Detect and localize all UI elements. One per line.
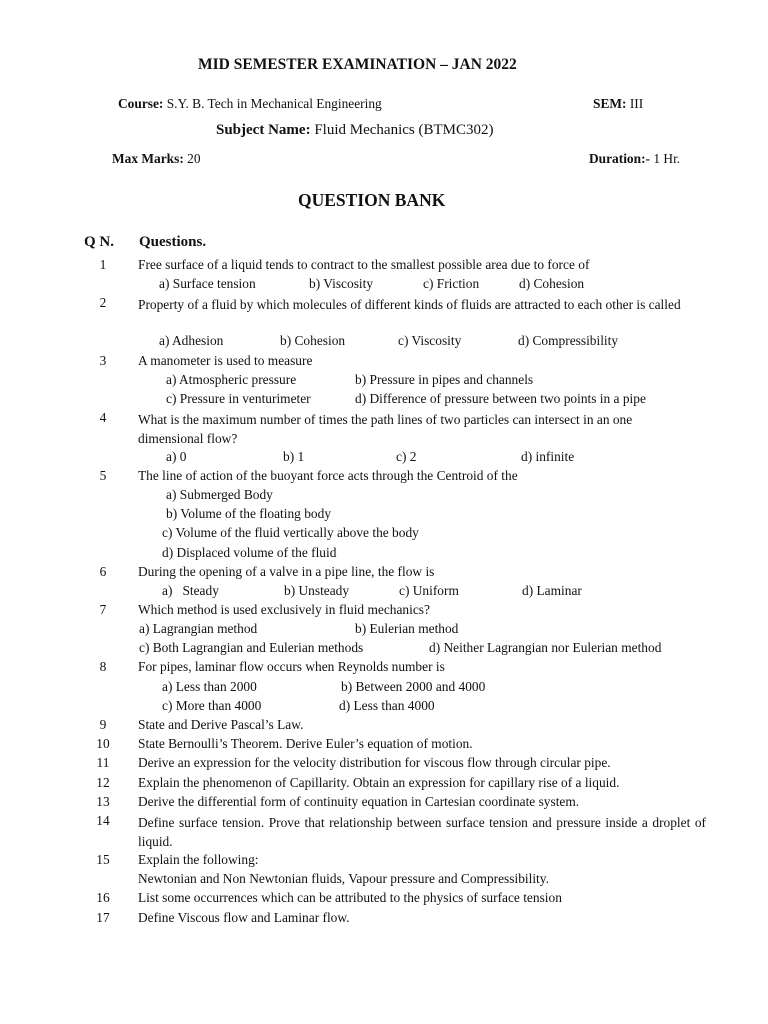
question-number: 7 — [99, 602, 107, 617]
course-line — [118, 96, 382, 112]
option-d: d) Displaced volume of the fluid — [162, 545, 337, 560]
option-c: c) 2 — [396, 449, 417, 464]
question-text: Define Viscous flow and Laminar flow. — [138, 910, 350, 925]
option-c: c) Volume of the fluid vertically above the body — [162, 525, 419, 540]
question-number: 15 — [96, 852, 110, 867]
question-number: 12 — [96, 775, 110, 790]
question-text: The line of action of the buoyant force acts through the Centroid of the — [138, 468, 518, 483]
question-text: During the opening of a valve in a pipe line, the flow is — [138, 564, 435, 579]
option-d: d) Compressibility — [518, 333, 619, 348]
question-number: 16 — [96, 890, 110, 905]
question-number: 5 — [99, 468, 107, 483]
option-d: d) Laminar — [522, 583, 582, 598]
exam-title: MID SEMESTER EXAMINATION – JAN 2022 — [198, 56, 517, 73]
option-a: a) Lagrangian method — [139, 621, 258, 636]
option-d: d) Less than 4000 — [339, 698, 435, 713]
option-c: c) Uniform — [399, 583, 459, 598]
subject-line — [216, 122, 493, 139]
question-text: Derive the differential form of continuity equation in Cartesian coordinate system. — [138, 794, 580, 809]
option-a: a) Submerged Body — [166, 487, 273, 502]
sem-line — [593, 96, 643, 112]
question-text: Which method is used exclusively in fluid mechanics? — [138, 602, 430, 617]
question-number: 10 — [96, 736, 110, 751]
question-number: 13 — [96, 794, 110, 809]
question-text: Property of a fluid by which molecules of different kinds of fluids are attracted to each other is called — [138, 297, 681, 312]
question-number: 17 — [96, 910, 110, 925]
question-text: Explain the phenomenon of Capillarity. Obtain an expression for capillary rise of a liquid. — [138, 775, 620, 790]
subject-label: Subject Name: — [216, 122, 311, 138]
question-number: 11 — [96, 755, 110, 770]
qn-column-header: Q N. — [84, 234, 114, 250]
option-b: b) Eulerian method — [355, 621, 459, 636]
option-c: c) Viscosity — [398, 333, 462, 348]
question-text: What is the maximum number of times the path lines of two particles can intersect in an one dimensional flow? — [138, 412, 633, 447]
questions-column-header: Questions. — [139, 234, 207, 250]
question-text: State Bernoulli’s Theorem. Derive Euler’s equation of motion. — [138, 736, 473, 751]
option-a: a) Less than 2000 — [162, 679, 257, 694]
question-number: 1 — [99, 257, 107, 272]
question-number: 6 — [99, 564, 107, 579]
option-b: b) Volume of the floating body — [166, 506, 332, 521]
question-number: 8 — [99, 659, 107, 674]
option-a: a) 0 — [166, 449, 187, 464]
option-c: c) Pressure in venturimeter — [166, 391, 311, 406]
subject-value: Fluid Mechanics (BTMC302) — [314, 122, 494, 138]
duration-value: 1 Hr. — [653, 151, 681, 166]
question-text: Explain the following: — [138, 852, 259, 867]
question-text: Free surface of a liquid tends to contract to the smallest possible area due to force of — [138, 257, 590, 272]
sem-label: SEM: — [593, 96, 627, 111]
option-b: b) Between 2000 and 4000 — [341, 679, 486, 694]
question-text: List some occurrences which can be attributed to the physics of surface tension — [138, 890, 562, 905]
option-d: d) Cohesion — [519, 276, 585, 291]
question-number: 14 — [96, 813, 110, 828]
marks-label: Max Marks: — [112, 151, 184, 166]
marks-value: 20 — [187, 151, 201, 166]
option-b: b) Cohesion — [280, 333, 346, 348]
option-b: b) Viscosity — [309, 276, 374, 291]
question-number: 2 — [99, 295, 107, 310]
duration-line — [589, 151, 680, 167]
course-label: Course: — [118, 96, 164, 111]
option-d: d) Neither Lagrangian nor Eulerian method — [429, 640, 662, 655]
option-c: c) Friction — [423, 276, 480, 291]
question-text: Derive an expression for the velocity distribution for viscous flow through circular pipe. — [138, 755, 611, 770]
question-text: For pipes, laminar flow occurs when Reynolds number is — [138, 659, 445, 674]
option-d: d) infinite — [521, 449, 575, 464]
sem-value: III — [629, 96, 644, 111]
question-text: State and Derive Pascal’s Law. — [138, 717, 304, 732]
question-text: Define surface tension. Prove that relationship between surface tension and pressure inside a droplet of liquid. — [138, 815, 706, 850]
question-number: 4 — [99, 410, 107, 425]
question-number: 3 — [99, 353, 107, 368]
option-a: a) Surface tension — [159, 276, 256, 291]
option-a: a) Adhesion — [159, 333, 224, 348]
option-d: d) Difference of pressure between two points in a pipe — [355, 391, 646, 406]
option-c: c) Both Lagrangian and Eulerian methods — [139, 640, 364, 655]
question-subtext: Newtonian and Non Newtonian fluids, Vapour pressure and Compressibility. — [138, 871, 549, 886]
option-a: a) Atmospheric pressure — [166, 372, 297, 387]
option-b: b) 1 — [283, 449, 305, 464]
question-text: A manometer is used to measure — [138, 353, 313, 368]
question-bank-heading: QUESTION BANK — [298, 190, 446, 210]
course-value: S.Y. B. Tech in Mechanical Engineering — [166, 96, 382, 111]
marks-line — [112, 151, 201, 167]
option-b: b) Unsteady — [284, 583, 350, 598]
option-a: a) Steady — [162, 583, 219, 598]
option-b: b) Pressure in pipes and channels — [355, 372, 534, 387]
option-c: c) More than 4000 — [162, 698, 262, 713]
question-number: 9 — [99, 717, 107, 732]
duration-label: Duration:- — [589, 151, 650, 166]
